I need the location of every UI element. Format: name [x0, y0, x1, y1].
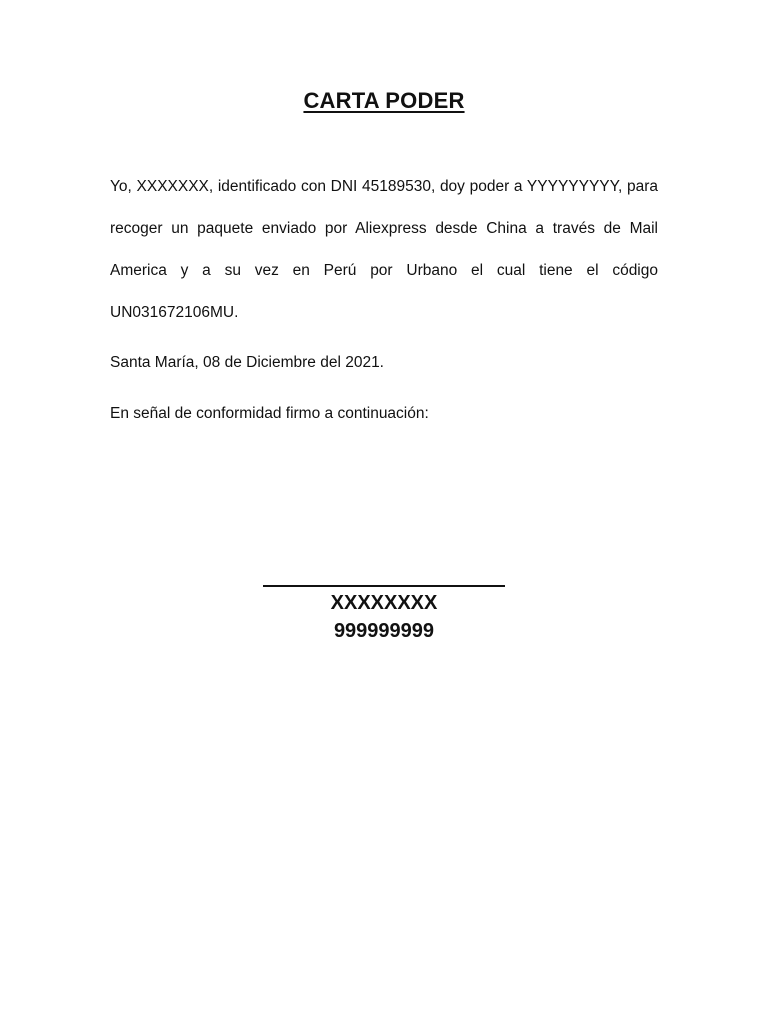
place-date-line: Santa María, 08 de Diciembre del 2021. — [110, 354, 384, 371]
signer-number: 999999999 — [333, 620, 435, 642]
signature-block — [0, 560, 768, 645]
authorization-paragraph: Yo, XXXXXXX, identificado con DNI 45189530, doy poder a YYYYYYYYY, para recoger un paquete enviado por Aliexpress desde China a través de Mail America y a su vez en Perú por Urbano el cual tiene el código UN031672106MU. — [110, 178, 658, 321]
signer-name: XXXXXXXX — [330, 592, 438, 614]
signature-line — [263, 560, 505, 587]
conformity-statement: En señal de conformidad firmo a continuación: — [110, 405, 429, 422]
document-title: CARTA PODER — [303, 88, 465, 113]
